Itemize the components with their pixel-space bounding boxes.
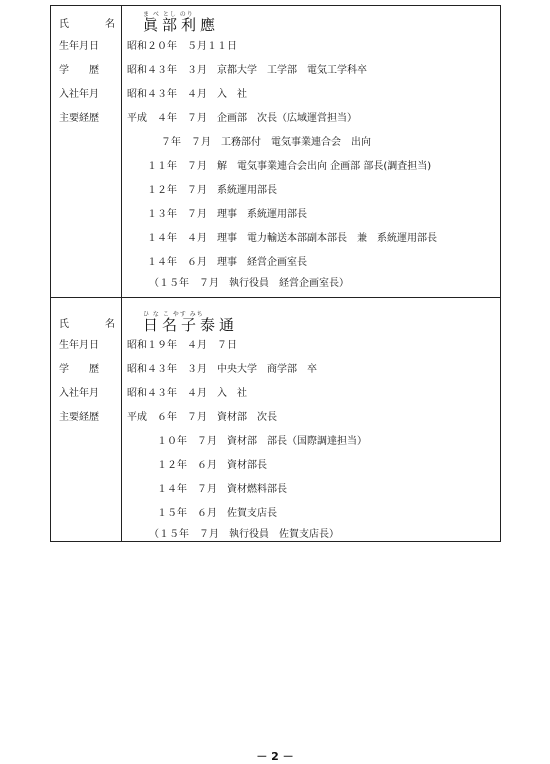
person-name: 眞部利應 [143,16,220,34]
career-item: １２年 ７月 系統運用部長 [147,185,277,196]
label-joined: 入社年月 [59,89,99,100]
label-education: 学 歴 [59,364,99,375]
label-joined: 入社年月 [59,388,99,399]
label-education: 学 歴 [59,65,99,76]
label-birth: 生年月日 [59,41,99,52]
bio-block-1 [51,6,500,298]
name-ruby: ひ な こ やす みち [143,311,204,318]
label-name: 氏 名 [59,319,115,330]
career-row [51,272,500,296]
name-row [51,13,500,37]
career-row [51,227,500,251]
career-item: ７年 ７月 工務部付 電気事業連合会 出向 [161,137,371,148]
career-item: １４年 ４月 理事 電力輸送本部副本部長 兼 系統運用部長 [147,233,437,244]
career-row [51,454,500,478]
career-item: 平成 ４年 ７月 企画部 次長（広域運営担当） [127,113,357,124]
career-item: １４年 ７月 資材燃料部長 [157,484,287,495]
education-value: 昭和４３年 ３月 京都大学 工学部 電気工学科卒 [127,65,367,76]
career-row [51,478,500,502]
career-row [51,155,500,179]
career-item: １３年 ７月 理事 系統運用部長 [147,209,307,220]
career-row [51,179,500,203]
education-value: 昭和４３年 ３月 中央大学 商学部 卒 [127,364,317,375]
label-birth: 生年月日 [59,340,99,351]
career-item: １２年 ６月 資材部長 [157,460,267,471]
career-item: （１５年 ７月 執行役員 佐賀支店長） [149,529,339,540]
career-item: １４年 ６月 理事 経営企画室長 [147,257,307,268]
birth-row [51,334,500,358]
label-name: 氏 名 [59,19,115,30]
career-row [51,406,500,430]
joined-row [51,382,500,406]
bio-block-2 [51,297,500,541]
career-row [51,131,500,155]
label-career: 主要経歴 [59,113,99,124]
education-row [51,358,500,382]
career-row [51,523,500,547]
career-row [51,203,500,227]
career-item: （１５年 ７月 執行役員 経営企画室長） [149,278,349,289]
birth-row [51,35,500,59]
joined-row [51,83,500,107]
birth-date: 昭和２０年 ５月１１日 [127,41,237,52]
joined-value: 昭和４３年 ４月 入 社 [127,388,247,399]
joined-value: 昭和４３年 ４月 入 社 [127,89,247,100]
label-career: 主要経歴 [59,412,99,423]
career-item: １１年 ７月 解 電気事業連合会出向 企画部 部長(調査担当) [147,161,432,172]
career-row [51,107,500,131]
career-item: １５年 ６月 佐賀支店長 [157,508,277,519]
career-item: 平成 ６年 ７月 資材部 次長 [127,412,277,423]
person-name: 日名子泰通 [143,316,239,334]
education-row [51,59,500,83]
career-item: １０年 ７月 資材部 部長（国際調達担当） [157,436,367,447]
executive-bio-table [50,5,501,542]
name-ruby: ま べ とし のり [143,11,194,18]
page-number: － 2 － [256,750,294,763]
career-row [51,430,500,454]
birth-date: 昭和１９年 ４月 ７日 [127,340,237,351]
